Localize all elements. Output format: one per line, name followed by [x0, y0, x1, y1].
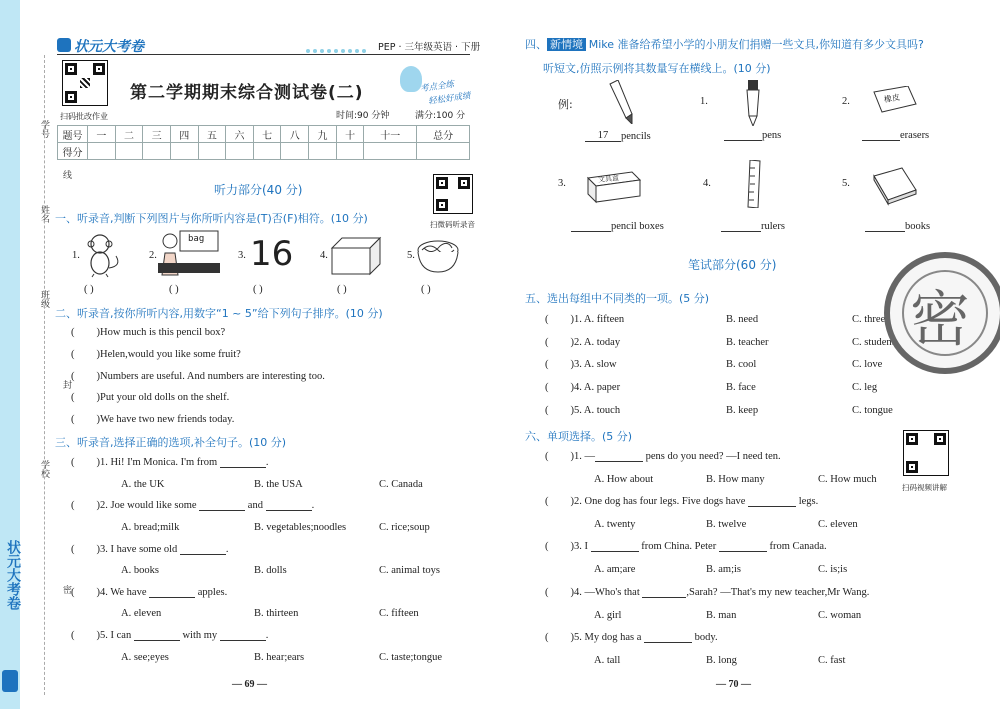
new-context-badge: 新情境 — [547, 38, 586, 51]
spine-field-name: 姓名 — [39, 205, 49, 223]
q4-item-4-num: 4. — [703, 178, 711, 189]
q5-row-4: ( )4. A. paper — [545, 382, 621, 393]
q3-option-1a[interactable]: A. the UK — [121, 479, 165, 490]
score-cell-q11: 十一 — [364, 126, 417, 143]
exam-time: 时间:90 分钟 — [336, 111, 390, 121]
score-input-cell[interactable] — [143, 143, 171, 160]
q5-option-2b[interactable]: B. teacher — [726, 337, 769, 348]
q5-option-1a[interactable]: A. fifteen — [583, 314, 625, 325]
q6-pre-3: I — [584, 541, 588, 552]
q3-mid-5: with my — [182, 630, 218, 641]
q6-question-2: ( )2. One dog has four legs. Five dogs have legs. — [545, 496, 819, 507]
q2-row-5: ( )We have two new friends today. — [71, 414, 235, 425]
noodles-bowl-icon — [416, 238, 460, 274]
secret-stamp — [884, 252, 1000, 374]
q6-option-3a[interactable]: A. am;are — [594, 564, 636, 575]
q3-post-2: . — [311, 500, 315, 511]
q3-text-3: I have some old — [110, 544, 178, 555]
pen-icon — [740, 80, 768, 126]
q3-blank-4[interactable] — [149, 597, 195, 598]
q4-prefix: 四、 — [525, 38, 547, 51]
spine-brand: 状元大考卷 — [5, 540, 21, 610]
q6-post-5: body. — [694, 632, 718, 643]
q6-option-5b[interactable]: B. long — [706, 655, 737, 666]
score-cell-q7: 七 — [253, 126, 281, 143]
q5-num-5: )5. — [570, 405, 582, 416]
q6-blank-2[interactable] — [748, 506, 796, 507]
score-input-cell[interactable] — [336, 143, 364, 160]
q4-title-text: Mike 准备给希望小学的小朋友们捐赠一些文具,你知道有多少文具吗? — [588, 38, 924, 51]
q3-question-5: ( )5. I can with my . — [71, 630, 269, 641]
board-word: bag — [188, 234, 205, 244]
score-input-cell[interactable] — [198, 143, 226, 160]
q4-item-5-num: 5. — [842, 178, 850, 189]
page-number-right: — 70 — — [716, 679, 751, 690]
q4-example-label: 例: — [558, 98, 573, 111]
q5-option-3a[interactable]: A. slow — [583, 359, 617, 370]
q6-option-4b[interactable]: B. man — [706, 610, 737, 621]
slogan-line2: 轻松好成绩 — [427, 91, 472, 107]
q3-option-5a[interactable]: A. see;eyes — [121, 652, 169, 663]
score-cell-q5: 五 — [198, 126, 226, 143]
q4-row-2 — [862, 130, 929, 141]
score-cell-q3: 三 — [143, 126, 171, 143]
q5-row-3: ( )3. A. slow — [545, 359, 617, 370]
qr-caption-listening: 扫微码听录音 — [430, 220, 475, 229]
cut-mark-seal: 封 — [61, 380, 71, 389]
q2-sentence-1: How much is this pencil box? — [100, 327, 226, 338]
q4-row-3 — [571, 221, 664, 232]
box-icon — [330, 236, 382, 276]
q4-word-5: books — [905, 221, 931, 232]
slogan-line1: 考点全练 — [419, 79, 455, 95]
q5-option-4a[interactable]: A. paper — [583, 382, 621, 393]
q1-answer-3[interactable]: ( ) — [253, 284, 263, 295]
q5-option-5b[interactable]: B. keep — [726, 405, 759, 416]
q6-pre-4: —Who's that — [584, 587, 640, 598]
q4-blank-5[interactable] — [865, 231, 905, 232]
q3-option-1b[interactable]: B. the USA — [254, 479, 303, 490]
q6-option-3c[interactable]: C. is;is — [818, 564, 848, 575]
q3-option-3c[interactable]: C. animal toys — [379, 565, 440, 576]
q6-blank-5[interactable] — [644, 642, 692, 643]
pencil-icon — [604, 80, 634, 124]
exam-total-score: 满分:100 分 — [415, 111, 466, 121]
score-input-cell[interactable] — [364, 143, 417, 160]
q3-mid-2: and — [247, 500, 263, 511]
q2-sentence-5: We have two new friends today. — [100, 414, 235, 425]
q2-row-2: ( )Helen,would you like some fruit? — [71, 349, 241, 360]
score-input-cell[interactable] — [281, 143, 309, 160]
qr-code-homework[interactable] — [62, 60, 108, 106]
score-table — [57, 125, 470, 160]
q3-text-4: We have — [110, 587, 147, 598]
score-input-cell[interactable] — [115, 143, 143, 160]
q4-example-word: pencils — [621, 131, 651, 142]
score-cell-q6: 六 — [226, 126, 254, 143]
score-cell-q4: 四 — [170, 126, 198, 143]
q6-num-4: )4. — [570, 587, 582, 598]
q1-answer-5[interactable]: ( ) — [421, 284, 431, 295]
q3-blank-1[interactable] — [220, 467, 266, 468]
q4-row-5 — [865, 221, 930, 232]
eraser-label: 橡皮 — [883, 92, 901, 105]
q2-row-4: ( )Put your old dolls on the shelf. — [71, 392, 230, 403]
q3-text-2: Joe would like some — [110, 500, 197, 511]
brand-logo-icon — [57, 38, 71, 52]
q4-blank-3[interactable] — [571, 231, 611, 232]
q2-row-3: ( )Numbers are useful. And numbers are interesting too. — [71, 371, 325, 382]
score-cell-total: 总分 — [417, 126, 470, 143]
series-label: PEP · 三年级英语 · 下册 — [378, 42, 481, 53]
qr-caption-homework: 扫码批改作业 — [60, 112, 108, 121]
q2-sentence-4: Put your old dolls on the shelf. — [100, 392, 230, 403]
score-cell-q10: 十 — [336, 126, 364, 143]
score-table-header-row — [58, 126, 470, 143]
qr-code-video[interactable] — [903, 430, 949, 476]
q3-post-1: . — [265, 457, 269, 468]
q3-post-5: . — [265, 630, 269, 641]
score-input-cell[interactable] — [417, 143, 470, 160]
listening-section-title: 听力部分(40 分) — [214, 183, 303, 197]
q5-num-1: )1. — [570, 314, 582, 325]
q3-option-3a[interactable]: A. books — [121, 565, 159, 576]
q6-option-1b[interactable]: B. How many — [706, 474, 765, 485]
q2-sentence-2: Helen,would you like some fruit? — [100, 349, 241, 360]
q1-answer-2[interactable]: ( ) — [169, 284, 179, 295]
q3-option-2c[interactable]: C. rice;soup — [379, 522, 430, 533]
q5-option-3b[interactable]: B. cool — [726, 359, 757, 370]
cut-mark-line: 线 — [61, 170, 71, 179]
q3-text-1: Hi! I'm Monica. I'm from — [110, 457, 218, 468]
q1-item-3-num: 3. — [238, 250, 246, 261]
q1-answer-4[interactable]: ( ) — [337, 284, 347, 295]
q6-option-3b[interactable]: B. am;is — [706, 564, 742, 575]
spine-field-class: 班级 — [39, 290, 49, 308]
binding-column — [32, 60, 71, 700]
brand-title: 状元大考卷 — [74, 39, 144, 55]
q3-blank-5b[interactable] — [220, 640, 266, 641]
q3-option-2b[interactable]: B. vegetables;noodles — [254, 522, 347, 533]
q6-blank-3a[interactable] — [591, 551, 639, 552]
q1-title: 一、听录音,判断下列图片与你所听内容是(T)否(F)相符。(10 分) — [55, 212, 368, 225]
q1-item-5-num: 5. — [407, 250, 415, 261]
q5-option-1c[interactable]: C. three — [852, 314, 886, 325]
q6-post-3: from Canada. — [769, 541, 827, 552]
q3-question-2: ( )2. Joe would like some and . — [71, 500, 315, 511]
q3-blank-3[interactable] — [180, 554, 226, 555]
q4-word-1: pens — [762, 130, 782, 141]
q3-option-4b[interactable]: B. thirteen — [254, 608, 299, 619]
q4-example-row — [585, 130, 651, 142]
q4-blank-1[interactable] — [724, 140, 762, 141]
q6-question-3: ( )3. I from China. Peter from Canada. — [545, 541, 827, 552]
score-input-cell[interactable] — [226, 143, 254, 160]
q3-question-1: ( )1. Hi! I'm Monica. I'm from . — [71, 457, 269, 468]
exam-title: 第二学期期末综合测试卷(二) — [130, 83, 364, 103]
q3-option-3b[interactable]: B. dolls — [254, 565, 287, 576]
q3-text-5: I can — [110, 630, 132, 641]
q3-option-4c[interactable]: C. fifteen — [379, 608, 419, 619]
binding-dashed-line — [44, 55, 45, 695]
q3-num-2: )2. — [96, 500, 108, 511]
q4-item-2-num: 2. — [842, 96, 850, 107]
q5-option-1b[interactable]: B. need — [726, 314, 759, 325]
q2-sentence-3: Numbers are useful. And numbers are interesting too. — [100, 371, 325, 382]
q5-option-4c[interactable]: C. leg — [852, 382, 878, 393]
q3-num-5: )5. — [96, 630, 108, 641]
q6-blank-3b[interactable] — [719, 551, 767, 552]
q4-example-answer: 17 — [585, 130, 621, 142]
q6-num-3: )3. — [570, 541, 582, 552]
q6-option-5c[interactable]: C. fast — [818, 655, 846, 666]
q4-row-4 — [721, 221, 785, 232]
score-row-label: 得分 — [58, 143, 88, 160]
q5-option-3c[interactable]: C. love — [852, 359, 883, 370]
q4-blank-2[interactable] — [862, 140, 900, 141]
ruler-icon — [746, 160, 764, 208]
cut-mark-secret: 密 — [61, 585, 71, 594]
q4-subtitle: 听短文,仿照示例将其数量写在横线上。(10 分) — [543, 62, 771, 75]
pencil-box-label: 文具盒 — [597, 173, 620, 185]
spine-field-student-id: 学号 — [39, 120, 49, 138]
q6-option-1a[interactable]: A. How about — [594, 474, 654, 485]
score-cell-q1: 一 — [88, 126, 116, 143]
score-input-cell[interactable] — [309, 143, 337, 160]
score-input-cell[interactable] — [88, 143, 116, 160]
spine-field-school: 学校 — [39, 460, 49, 478]
q6-num-5: )5. — [570, 632, 582, 643]
q4-word-3: pencil boxes — [611, 221, 664, 232]
q3-blank-2a[interactable] — [199, 510, 245, 511]
q4-item-1-num: 1. — [700, 96, 708, 107]
qr-code-listening[interactable] — [433, 174, 473, 214]
q4-word-2: erasers — [900, 130, 930, 141]
q6-pre-2: One dog has four legs. Five dogs have — [584, 496, 746, 507]
q1-item-1-num: 1. — [72, 250, 80, 261]
score-cell-q8: 八 — [281, 126, 309, 143]
q3-title: 三、听录音,选择正确的选项,补全句子。(10 分) — [55, 436, 287, 449]
q4-blank-4[interactable] — [721, 231, 761, 232]
number-16: 16 — [250, 234, 294, 274]
score-cell-q2: 二 — [115, 126, 143, 143]
mascot-icon — [400, 66, 422, 92]
q4-row-1 — [724, 130, 781, 141]
q5-option-5a[interactable]: A. touch — [583, 405, 621, 416]
q6-question-4: ( )4. —Who's that ,Sarah? —That's my new teacher,Mr Wang. — [545, 587, 870, 598]
q6-post-4: ,Sarah? —That's my new teacher,Mr Wang. — [686, 587, 870, 598]
q6-option-2b[interactable]: B. twelve — [706, 519, 747, 530]
q6-question-5: ( )5. My dog has a body. — [545, 632, 718, 643]
qr-caption-video: 扫码视频讲解 — [902, 483, 947, 492]
q1-item-2-num: 2. — [149, 250, 157, 261]
q5-option-2c[interactable]: C. student — [852, 337, 895, 348]
monkey-icon — [82, 232, 124, 278]
q6-option-2a[interactable]: A. twenty — [594, 519, 636, 530]
score-table-score-row — [58, 143, 470, 160]
q5-row-2: ( )2. A. today — [545, 337, 621, 348]
q6-title: 六、单项选择。(5 分) — [525, 430, 633, 443]
q6-num-2: )2. — [570, 496, 582, 507]
q6-mid-3: from China. Peter — [641, 541, 717, 552]
book-icon — [872, 166, 918, 206]
q3-post-4: apples. — [197, 587, 228, 598]
q5-row-1: ( )1. A. fifteen — [545, 314, 625, 325]
q6-mid-1: pens do you need? —I need ten. — [645, 451, 781, 462]
q6-blank-1[interactable] — [595, 461, 643, 462]
q3-blank-5a[interactable] — [134, 640, 180, 641]
secret-stamp-char: 密 — [910, 285, 970, 355]
q5-option-4b[interactable]: B. face — [726, 382, 756, 393]
q5-option-5c[interactable]: C. tongue — [852, 405, 893, 416]
q3-option-1c[interactable]: C. Canada — [379, 479, 423, 490]
q3-question-3: ( )3. I have some old . — [71, 544, 229, 555]
q3-num-1: )1. — [96, 457, 108, 468]
score-cell-q9: 九 — [309, 126, 337, 143]
q6-pre-5: My dog has a — [584, 632, 642, 643]
q6-post-2: legs. — [798, 496, 819, 507]
q5-row-5: ( )5. A. touch — [545, 405, 621, 416]
header-rule — [57, 54, 470, 55]
q5-option-2a[interactable]: A. today — [583, 337, 621, 348]
score-input-cell[interactable] — [170, 143, 198, 160]
q3-option-4a[interactable]: A. eleven — [121, 608, 162, 619]
score-input-cell[interactable] — [253, 143, 281, 160]
q3-num-3: )3. — [96, 544, 108, 555]
q3-option-5c[interactable]: C. taste;tongue — [379, 652, 442, 663]
q5-num-2: )2. — [570, 337, 582, 348]
q3-option-2a[interactable]: A. bread;milk — [121, 522, 180, 533]
q6-option-5a[interactable]: A. tall — [594, 655, 621, 666]
q4-word-4: rulers — [761, 221, 785, 232]
q6-num-1: )1. — [570, 451, 582, 462]
q3-option-5b[interactable]: B. hear;ears — [254, 652, 305, 663]
q6-option-2c[interactable]: C. eleven — [818, 519, 858, 530]
writing-section-title: 笔试部分(60 分) — [688, 258, 777, 272]
q6-option-4a[interactable]: A. girl — [594, 610, 622, 621]
q3-num-4: )4. — [96, 587, 108, 598]
q2-row-1: ( )How much is this pencil box? — [71, 327, 226, 338]
spine-logo-icon — [2, 670, 18, 692]
q4-item-3-num: 3. — [558, 178, 566, 189]
q5-num-4: )4. — [570, 382, 582, 393]
q2-title: 二、听录音,按你所听内容,用数字“1 ~ 5”给下列句子排序。(10 分) — [55, 307, 383, 320]
q5-title: 五、选出每组中不同类的一项。(5 分) — [525, 292, 710, 305]
q3-blank-2b[interactable] — [266, 510, 312, 511]
q1-item-4-num: 4. — [320, 250, 328, 261]
q4-title-row — [525, 36, 924, 52]
score-cell-label: 题号 — [58, 126, 88, 143]
q5-num-3: )3. — [570, 359, 582, 370]
q6-option-4c[interactable]: C. woman — [818, 610, 862, 621]
q6-option-1c[interactable]: C. How much — [818, 474, 877, 485]
q3-question-4: ( )4. We have apples. — [71, 587, 228, 598]
q1-answer-1[interactable]: ( ) — [84, 284, 94, 295]
q3-post-3: . — [225, 544, 229, 555]
page-number-left: — 69 — — [232, 679, 267, 690]
q6-question-1: ( )1. — pens do you need? —I need ten. — [545, 451, 781, 462]
q6-blank-4[interactable] — [642, 597, 686, 598]
q6-pre-1: — — [584, 451, 595, 462]
